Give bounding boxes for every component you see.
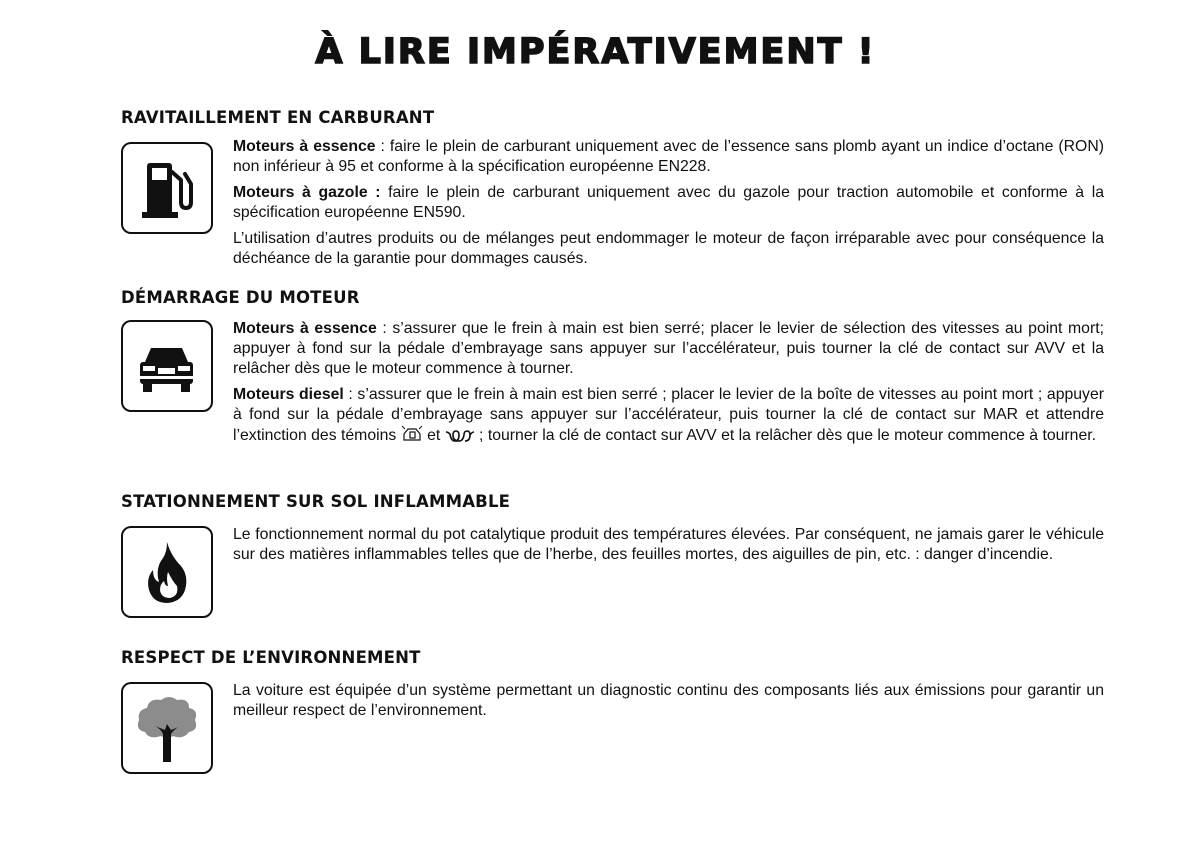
- tree-icon: [121, 682, 213, 774]
- flame-icon: [121, 526, 213, 618]
- section-parking: [121, 492, 1104, 563]
- immobilizer-warning-icon: [401, 425, 423, 449]
- glow-plug-icon: [445, 429, 475, 449]
- section-fuel: [121, 108, 1105, 267]
- paragraph: Le fonctionnement normal du pot catalytique produit des températures élevées. Par conséquent, ne jamais garer le véhicule sur des matières inflammables telles que de l’herbe, des feuilles mortes, des aiguilles de pin, etc. : danger d’incendie.: [233, 526, 1104, 563]
- section-heading: RESPECT DE L’ENVIRONNEMENT: [121, 648, 421, 667]
- car-front-icon: [121, 320, 213, 412]
- section-heading: RAVITAILLEMENT EN CARBURANT: [121, 108, 435, 127]
- paragraph: Moteurs à essence : s’assurer que le frein à main est bien serré; placer le levier de sélection des vitesses au point mort; appuyer à fond sur la pédale d’embrayage sans appuyer sur l’accélérateur, puis tourner la clé de contact sur AVV et la relâcher dès que le moteur commence à tourner.: [233, 320, 1104, 377]
- paragraph: La voiture est équipée d’un système permettant un diagnostic continu des composants liés aux émissions pour garantir un meilleur respect de l’environnement.: [233, 682, 1104, 719]
- section-heading: DÉMARRAGE DU MOTEUR: [121, 288, 360, 307]
- fuel-pump-icon: [121, 142, 213, 234]
- paragraph: Moteurs à essence : faire le plein de carburant uniquement avec de l’essence sans plomb ayant un indice d’octane (RON) non inférieur à 95 et conforme à la spécification européenne EN228.: [233, 138, 1104, 175]
- paragraph: Moteurs diesel : s’assurer que le frein à main est bien serré ; placer le levier de la boîte de vitesses au point mort ; appuyer à fond sur la pédale d’embrayage sans appuyer sur l’accélérateur, puis tourner la clé de contact sur MAR et attendre l’extinction des témoins et ; tourner la clé de contact sur AVV et la relâcher dès que le moteur commence à tourner.: [233, 385, 1104, 449]
- paragraph: L’utilisation d’autres produits ou de mélanges peut endommager le moteur de façon irréparable avec pour conséquence la déchéance de la garantie pour dommages causés.: [233, 230, 1104, 267]
- section-engine-start: [121, 288, 1104, 444]
- page-title: À LIRE IMPÉRATIVEMENT !: [315, 32, 876, 72]
- section-heading: STATIONNEMENT SUR SOL INFLAMMABLE: [121, 492, 511, 511]
- paragraph: Moteurs à gazole : faire le plein de carburant uniquement avec du gazole pour traction automobile et conforme à la spécification européenne EN590.: [233, 184, 1105, 221]
- section-environment: [121, 648, 1104, 719]
